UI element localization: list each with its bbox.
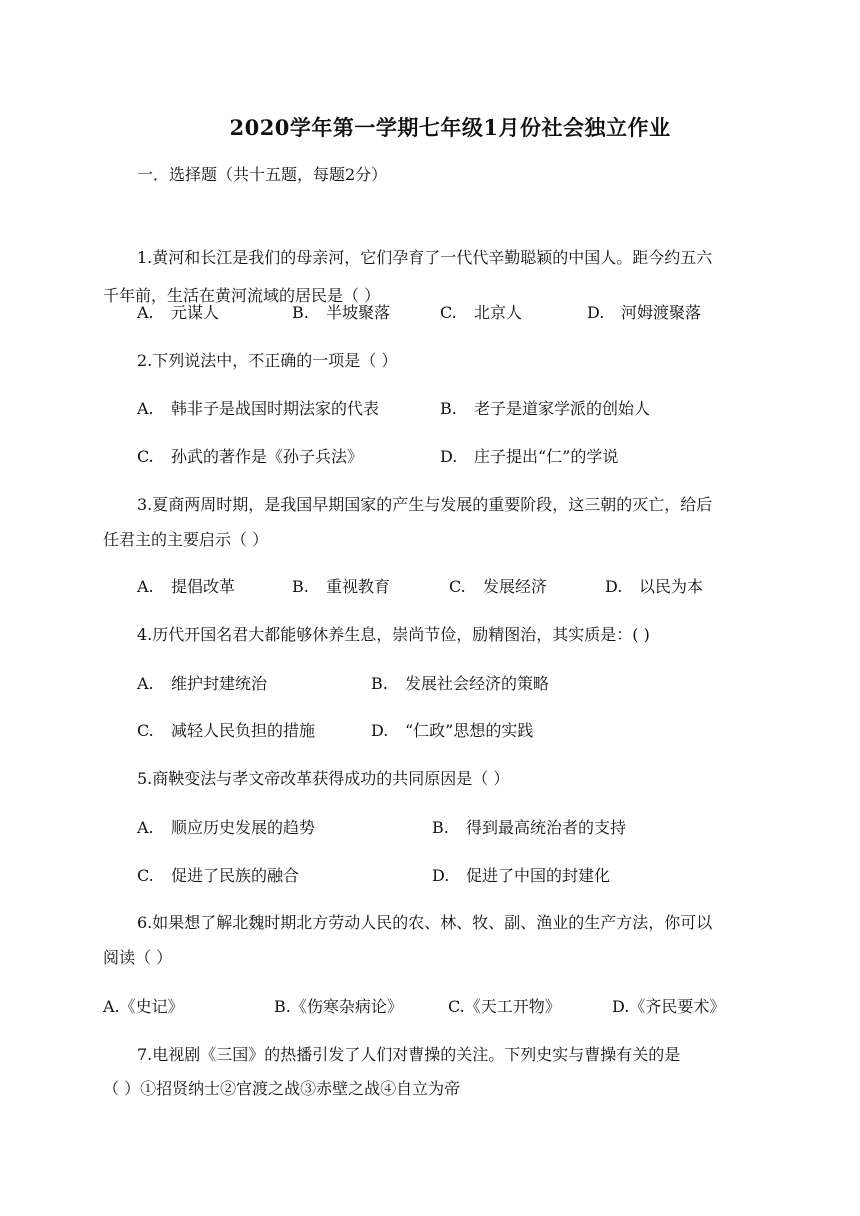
question-3-line-1: 3.夏商两周时期，是我国早期国家的产生与发展的重要阶段，这三朝的灭亡，给后 xyxy=(137,495,713,514)
q3-option-d: D. 以民为本 xyxy=(605,577,704,596)
question-1-line-2: 千年前，生活在黄河流域的居民是（ ） xyxy=(103,286,381,305)
q5-option-c: C. 促进了民族的融合 xyxy=(137,866,300,885)
q5-option-a: A. 顺应历史发展的趋势 xyxy=(137,818,316,837)
q4-option-d: D. “仁政”思想的实践 xyxy=(371,721,534,740)
question-6-line-1: 6.如果想了解北魏时期北方劳动人民的农、林、牧、副、渔业的生产方法，你可以 xyxy=(137,913,713,932)
question-2-line-1: 2.下列说法中，不正确的一项是（ ） xyxy=(137,351,398,370)
q2-option-c: C. 孙武的著作是《孙子兵法》 xyxy=(137,447,364,466)
q6-option-b: B.《伤寒杂病论》 xyxy=(274,997,403,1016)
q2-option-a: A. 韩非子是战国时期法家的代表 xyxy=(137,399,380,418)
question-1-line-1: 1.黄河和长江是我们的母亲河，它们孕育了一代代辛勤聪颖的中国人。距今约五六 xyxy=(137,248,713,267)
question-3-line-2: 任君主的主要启示（ ） xyxy=(103,530,269,549)
q3-option-c: C. 发展经济 xyxy=(449,577,548,596)
question-7-line-1: 7.电视剧《三国》的热播引发了人们对曹操的关注。下列史实与曹操有关的是 xyxy=(137,1045,681,1064)
q1-option-b: B. 半坡聚落 xyxy=(292,303,391,322)
q5-option-d: D. 促进了中国的封建化 xyxy=(432,866,611,885)
question-6-line-2: 阅读（ ） xyxy=(103,948,173,967)
q1-option-d: D. 河姆渡聚落 xyxy=(587,303,702,322)
q4-option-a: A. 维护封建统治 xyxy=(137,674,268,693)
q3-option-a: A. 提倡改革 xyxy=(137,577,236,596)
section-heading: 一．选择题（共十五题，每题2分） xyxy=(137,165,388,184)
q4-option-b: B. 发展社会经济的策略 xyxy=(371,674,550,693)
q6-option-a: A.《史记》 xyxy=(103,997,184,1016)
question-5-line-1: 5.商鞅变法与孝文帝改革获得成功的共同原因是（ ） xyxy=(137,769,510,788)
q6-option-c: C.《天工开物》 xyxy=(448,997,561,1016)
q6-option-d: D.《齐民要术》 xyxy=(612,997,726,1016)
q1-option-a: A. 元谋人 xyxy=(137,303,220,322)
q2-option-d: D. 庄子提出“仁”的学说 xyxy=(440,447,619,466)
q1-option-c: C. 北京人 xyxy=(440,303,523,322)
q4-option-c: C. 减轻人民负担的措施 xyxy=(137,721,316,740)
q2-option-b: B. 老子是道家学派的创始人 xyxy=(440,399,651,418)
question-4-line-1: 4.历代开国名君大都能够休养生息，崇尚节俭，励精图治，其实质是：( ) xyxy=(137,625,650,644)
q5-option-b: B. 得到最高统治者的支持 xyxy=(432,818,627,837)
q3-option-b: B. 重视教育 xyxy=(292,577,391,596)
question-7-line-2: （ ）①招贤纳士②官渡之战③赤壁之战④自立为帝 xyxy=(103,1079,461,1098)
page-title: 2020学年第一学期七年级1月份社会独立作业 xyxy=(229,115,671,140)
